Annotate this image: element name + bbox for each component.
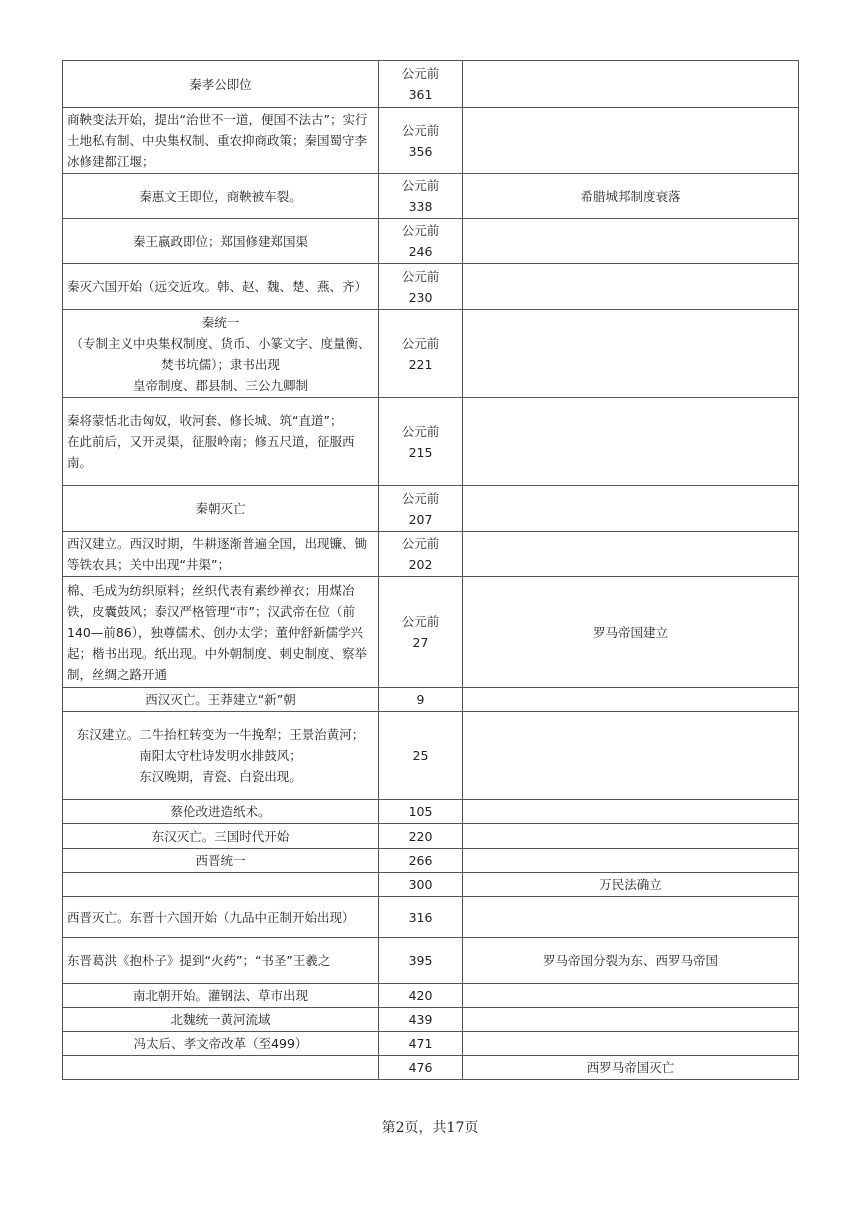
year-cell bbox=[379, 486, 463, 532]
event-text: 冯太后、孝文帝改革（至499） bbox=[133, 1036, 308, 1051]
table-row bbox=[63, 219, 799, 264]
year-text: 公元前 bbox=[401, 223, 440, 238]
event-cell bbox=[63, 398, 379, 486]
year-text: 202 bbox=[408, 557, 433, 572]
year-text: 395 bbox=[408, 953, 433, 968]
world-event-cell bbox=[463, 486, 799, 532]
event-cell bbox=[63, 688, 379, 712]
table-row bbox=[63, 873, 799, 897]
year-text: 420 bbox=[408, 988, 433, 1003]
event-text: 秦将蒙恬北击匈奴，收河套、修长城、筑“直道”； bbox=[67, 413, 343, 428]
year-text: 439 bbox=[408, 1012, 433, 1027]
table-row bbox=[63, 174, 799, 219]
table-row bbox=[63, 577, 799, 688]
year-text: 316 bbox=[408, 909, 433, 925]
event-text: 南北朝开始。灌钢法、草市出现 bbox=[132, 988, 308, 1003]
table-row bbox=[63, 849, 799, 873]
world-event-cell bbox=[463, 310, 799, 398]
table-row bbox=[63, 800, 799, 824]
table-row bbox=[63, 824, 799, 849]
year-text: 9 bbox=[416, 692, 425, 707]
world-event-cell bbox=[463, 712, 799, 800]
year-cell bbox=[379, 800, 463, 824]
event-text: 东晋葛洪《抱朴子》提到“火药”；“书圣”王羲之 bbox=[67, 953, 331, 968]
world-event-cell bbox=[463, 984, 799, 1008]
event-cell bbox=[63, 174, 379, 219]
event-cell bbox=[63, 800, 379, 824]
event-text: 北魏统一黄河流域 bbox=[170, 1012, 271, 1027]
event-text: 东汉灭亡。三国时代开始 bbox=[151, 828, 290, 844]
year-text: 公元前 bbox=[401, 536, 440, 551]
table-row bbox=[63, 108, 799, 174]
year-text: 300 bbox=[408, 877, 433, 892]
event-cell bbox=[63, 824, 379, 849]
year-text: 361 bbox=[408, 87, 433, 102]
year-cell bbox=[379, 577, 463, 688]
year-cell bbox=[379, 61, 463, 108]
event-text: 东汉晚期，青瓷、白瓷出现。 bbox=[139, 769, 302, 784]
year-text: 207 bbox=[408, 511, 433, 527]
year-text: 105 bbox=[408, 804, 433, 819]
event-cell bbox=[63, 1008, 379, 1032]
event-text: 秦朝灭亡 bbox=[195, 501, 246, 516]
year-cell bbox=[379, 984, 463, 1008]
event-text: 皇帝制度、郡县制、三公九卿制 bbox=[132, 377, 308, 393]
event-text: 蔡伦改进造纸术。 bbox=[170, 804, 271, 819]
world-event-cell bbox=[463, 1008, 799, 1032]
history-timeline-table bbox=[62, 60, 799, 1080]
year-cell bbox=[379, 219, 463, 264]
event-cell bbox=[63, 219, 379, 264]
event-cell bbox=[63, 61, 379, 108]
year-text: 25 bbox=[412, 748, 429, 763]
world-event-cell bbox=[463, 61, 799, 108]
event-text: 秦王嬴政即位；郑国修建郑国渠 bbox=[132, 233, 308, 249]
year-text: 221 bbox=[408, 356, 433, 372]
table-row bbox=[63, 310, 799, 398]
event-cell bbox=[63, 938, 379, 984]
table-row bbox=[63, 264, 799, 310]
world-event-cell bbox=[463, 532, 799, 577]
year-cell bbox=[379, 712, 463, 800]
table-row bbox=[63, 1008, 799, 1032]
year-cell bbox=[379, 849, 463, 873]
table-row bbox=[63, 532, 799, 577]
year-cell bbox=[379, 398, 463, 486]
year-cell bbox=[379, 532, 463, 577]
world-event-cell bbox=[463, 108, 799, 174]
world-event-cell: 罗马帝国分裂为东、西罗马帝国 bbox=[463, 938, 799, 984]
world-event-cell bbox=[463, 264, 799, 310]
world-event-cell: 西罗马帝国灭亡 bbox=[463, 1056, 799, 1080]
year-text: 230 bbox=[408, 289, 433, 305]
year-text: 公元前 bbox=[401, 335, 440, 351]
world-event-cell: 万民法确立 bbox=[463, 873, 799, 897]
timeline-body bbox=[63, 61, 799, 1080]
event-text: 南阳太守杜诗发明水排鼓风； bbox=[139, 748, 302, 763]
event-cell bbox=[63, 1056, 379, 1080]
world-event-cell: 希腊城邦制度衰落 bbox=[463, 174, 799, 219]
event-text: 棉、毛成为纺织原料；丝织代表有素纱禅衣；用煤冶铁，皮囊鼓风；泰汉严格管理“市”；汉武帝在位（前140—前86），独尊儒术、创办太学；董仲舒新儒学兴起；楷书出现。纸出现。中外朝制度、刺史制度、察举制，丝绸之路开通 bbox=[67, 582, 368, 682]
event-text: 西晋统一 bbox=[195, 853, 246, 868]
year-text: 356 bbox=[408, 143, 433, 159]
year-text: 公元前 bbox=[401, 66, 440, 81]
year-text: 公元前 bbox=[401, 423, 440, 439]
year-cell bbox=[379, 310, 463, 398]
event-text: 西汉灭亡。王莽建立“新”朝 bbox=[145, 692, 296, 707]
table-row bbox=[63, 61, 799, 108]
year-cell bbox=[379, 897, 463, 938]
table-row bbox=[63, 712, 799, 800]
event-cell bbox=[63, 310, 379, 398]
event-text: 在此前后，又开灵渠，征服岭南；修五尺道，征服西南。 bbox=[67, 434, 355, 470]
year-cell bbox=[379, 824, 463, 849]
world-event-cell bbox=[463, 897, 799, 938]
world-event-cell bbox=[463, 688, 799, 712]
event-cell bbox=[63, 108, 379, 174]
event-text: 秦惠文王即位，商鞅被车裂。 bbox=[139, 188, 302, 204]
year-text: 220 bbox=[408, 828, 433, 844]
year-text: 215 bbox=[408, 444, 433, 460]
event-cell bbox=[63, 486, 379, 532]
world-event-cell: 罗马帝国建立 bbox=[463, 577, 799, 688]
table-row bbox=[63, 984, 799, 1008]
table-row bbox=[63, 938, 799, 984]
year-cell bbox=[379, 873, 463, 897]
event-text: 秦统一 bbox=[201, 314, 240, 330]
year-cell bbox=[379, 938, 463, 984]
year-cell bbox=[379, 1008, 463, 1032]
year-text: 476 bbox=[408, 1060, 433, 1075]
event-cell bbox=[63, 984, 379, 1008]
event-text: 秦孝公即位 bbox=[189, 76, 252, 92]
event-text: 秦灭六国开始（远交近攻。韩、赵、魏、楚、燕、齐） bbox=[67, 279, 368, 294]
event-cell bbox=[63, 897, 379, 938]
event-text: 西晋灭亡。东晋十六国开始（九品中正制开始出现） bbox=[67, 909, 355, 925]
event-cell bbox=[63, 849, 379, 873]
year-cell bbox=[379, 264, 463, 310]
year-cell bbox=[379, 108, 463, 174]
year-text: 公元前 bbox=[401, 178, 440, 193]
year-text: 338 bbox=[408, 199, 433, 214]
year-text: 公元前 bbox=[401, 122, 440, 138]
event-text: 西汉建立。西汉时期，牛耕逐渐普遍全国，出现镰、锄等铁农具；关中出现“井渠”； bbox=[67, 536, 368, 572]
year-text: 公元前 bbox=[401, 614, 440, 629]
event-cell bbox=[63, 1032, 379, 1056]
world-event-cell bbox=[463, 849, 799, 873]
world-event-cell bbox=[463, 824, 799, 849]
world-event-cell bbox=[463, 219, 799, 264]
year-text: 公元前 bbox=[401, 268, 440, 284]
table-row bbox=[63, 398, 799, 486]
year-text: 266 bbox=[408, 853, 433, 868]
table-row bbox=[63, 1032, 799, 1056]
page-footer: 第2页，共17页 bbox=[381, 1120, 479, 1136]
year-cell bbox=[379, 174, 463, 219]
event-cell bbox=[63, 264, 379, 310]
year-cell bbox=[379, 1056, 463, 1080]
event-text: 商鞅变法开始，提出“治世不一道，便国不法古”；实行土地私有制、中央集权制、重农抑商政策；秦国蜀守李冰修建都江堰； bbox=[67, 112, 368, 169]
table-row bbox=[63, 897, 799, 938]
world-event-cell bbox=[463, 398, 799, 486]
year-text: 公元前 bbox=[401, 490, 440, 506]
world-event-cell bbox=[463, 1032, 799, 1056]
event-cell bbox=[63, 577, 379, 688]
year-text: 27 bbox=[412, 635, 429, 650]
event-cell bbox=[63, 712, 379, 800]
year-text: 246 bbox=[408, 244, 433, 259]
world-event-cell bbox=[463, 800, 799, 824]
year-cell bbox=[379, 688, 463, 712]
table-row bbox=[63, 1056, 799, 1080]
event-text: （专制主义中央集权制度、货币、小篆文字、度量衡、焚书坑儒）；隶书出现 bbox=[70, 335, 371, 372]
event-cell bbox=[63, 873, 379, 897]
year-text: 471 bbox=[408, 1036, 433, 1051]
table-row bbox=[63, 486, 799, 532]
event-cell bbox=[63, 532, 379, 577]
year-cell bbox=[379, 1032, 463, 1056]
table-row bbox=[63, 688, 799, 712]
event-text: 东汉建立。二牛抬杠转变为一牛挽犁；王景治黄河； bbox=[76, 727, 365, 742]
